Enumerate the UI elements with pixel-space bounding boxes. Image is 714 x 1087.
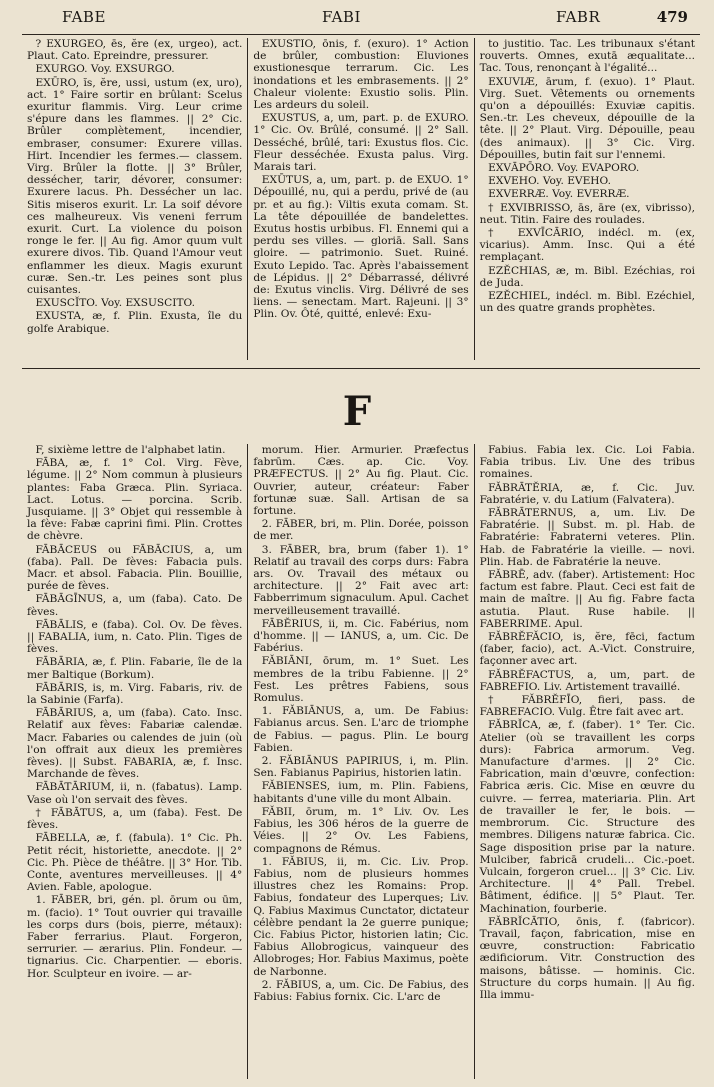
- dictionary-entry: 2. FĀBER, bri, m. Plin. Dorée, poisson de mer.: [253, 518, 469, 543]
- dictionary-entry: 1. FĀBER, bri, gén. pl. ōrum ou ūm, m. (facio). 1° Tout ouvrier qui travaille les corps durs (bois, pierre, métaux): Faber ferrarius. Plaut. Forgeron, serrurier. — ærarius. Plin. Fondeur. — tignarius. Cic. Charpentier. — eboris. Hor. Sculpteur en ivoire. — ar-: [27, 894, 243, 980]
- dictionary-entry: FĂBRĔFACTUS, a, um, part. de FABREFIO. Liv. Artistement travaillé.: [479, 668, 695, 693]
- dictionary-entry: FĀBA, æ, f. 1° Col. Virg. Fève, légume. || 2° Nom commun à plusieurs plantes: Faba Græca. Plin. Syriaca. Lact. Lotus. — porcina. Scrib. Jusquiame. || 3° Objet qui ressemble à la fève: Fabæ caprini fimi. Plin. Crottes de chèvre.: [27, 457, 243, 543]
- dictionary-entry: FĂBRĀTĔRIA, æ, f. Cic. Juv. Fabratérie, v. du Latium (Falvatera).: [479, 481, 695, 506]
- running-head-right: FABR: [556, 8, 601, 26]
- dictionary-entry: EXUSCĬTO. Voy. EXSUSCITO.: [35, 297, 195, 310]
- bottom-column-3: [474, 444, 700, 1079]
- dictionary-entry: EXVĀPŌRO. Voy. EVAPORO.: [488, 162, 640, 175]
- dictionary-entry: F, sixième lettre de l'alphabet latin.: [35, 444, 226, 456]
- dictionary-entry: FĀBĀGĪNUS, a, um (faba). Cato. De fèves.: [27, 593, 243, 618]
- dictionary-entry: FĂBRĒ, adv. (faber). Artistement: Hoc factum est fabre. Plaut. Ceci est fait de main de maître. || Au fig. Fabre facta astutia. Plaut. Ruse habile. || FABERRIME. Apul.: [479, 569, 695, 630]
- dictionary-entry: † EXVĪCĀRIO, indécl. m. (ex, vicarius). Amm. Insc. Qui a été remplaçant.: [479, 227, 695, 264]
- dictionary-entry: EZĔCHIAS, æ, m. Bibl. Ezéchias, roi de Juda.: [479, 264, 695, 289]
- top-columns: [22, 38, 700, 360]
- dictionary-entry: 2. FĂBIĀNUS PAPIRIUS, i, m. Plin. Sen. Fabianus Papirius, historien latin.: [253, 755, 469, 780]
- dictionary-entry: FĀBĀTĀRIUM, ii, n. (fabatus). Lamp. Vase où l'on servait des fèves.: [27, 781, 243, 806]
- section-letter: F: [342, 388, 372, 435]
- dictionary-entry: Fabius. Fabia lex. Cic. Loi Fabia. Fabia tribus. Liv. Une des tribus romaines.: [479, 444, 695, 481]
- dictionary-entry: EXVERRÆ. Voy. EVERRÆ.: [488, 188, 630, 201]
- dictionary-entry: FĀBĀRIS, is, m. Virg. Fabaris, riv. de la Sabinie (Farfa).: [27, 681, 243, 707]
- dictionary-entry: EXUSTIO, ōnis, f. (exuro). 1° Action de brûler, combustion: Eluviones exustionesque terrarum. Cic. Les inondations et les embrasements. || 2° Chaleur violente: Exustio solis. Plin. Les ardeurs du soleil.: [253, 38, 469, 112]
- bottom-column-2: [247, 444, 473, 1079]
- dictionary-entry: to justitio. Tac. Les tribunaux s'étant rouverts. Omnes, exutā æqualitate... Tac. Tous, renonçant à l'égalité...: [479, 38, 695, 75]
- top-column-2: [247, 38, 473, 360]
- dictionary-entry: † FĀBĀTUS, a, um (faba). Fest. De fèves.: [27, 806, 243, 832]
- bottom-columns: [22, 444, 700, 1079]
- dictionary-entry: EXURGO. Voy. EXSURGO.: [35, 63, 175, 76]
- top-column-3: [474, 38, 700, 360]
- dictionary-entry: FĀBĀCEUS ou FĀBĀCIUS, a, um (faba). Pall. De fèves: Fabacia puls. Macr. et absol. Fabacia. Plin. Bouillie, purée de fèves.: [27, 543, 243, 593]
- dictionary-entry: EXŪRO, ĭs, ĕre, ussi, ustum (ex, uro), act. 1° Faire sortir en brûlant: Scelus exuritur flammis. Virg. Leur crime s'épure dans les flammes. || 2° Cic. Brûler complètement, incendier, embraser, consumer: Exurere villas. Hirt. Incendier les fermes.— classem. Virg. Brûler la flotte. || 3° Brûler, dessécher, tarir, dévorer, consumer: Exurere lacus. Ph. Dessécher un lac. Sitis miseros exurit. Lr. La soif dévore ces malheureux. Vis veneni ferrum exurit. Curt. La violence du poison ronge le fer. || Au fig. Amor quum vult exurere divos. Tib. Quand l'Amour veut enflammer les dieux. Magis exurunt curæ. Sen.-tr. Les peines sont plus cuisantes.: [27, 76, 243, 297]
- dictionary-entry: † FĂBRĔFĪO, fieri, pass. de FABREFACIO. Vulg. Être fait avec art.: [479, 694, 695, 719]
- dictionary-entry: EXŪTUS, a, um, part. p. de EXUO. 1° Dépouillé, nu, qui a perdu, privé de (au pr. et au fig.): Viltis exuta comam. St. La tête dépouillée de bandelettes. Exutus hostis urbibus. Fl. Ennemi qui a perdu ses villes. — gloriā. Sall. Sans gloire. — patrimonio. Suet. Ruiné. Exuto Lepido. Tac. Après l'abaissement de Lépidus. || 2° Débarrassé, délivré de: Exutus vinclis. Virg. Délivré de ses liens. — senectam. Mart. Rajeuni. || 3° Plin. Ov. Ôté, quitté, enlevé: Exu-: [253, 174, 469, 321]
- dictionary-entry: FĂBRĔFĂCIO, is, ĕre, fēci, factum (faber, facio), act. A.-Vict. Construire, façonner avec art.: [479, 631, 695, 668]
- dictionary-entry: FĀBĀLIS, e (faba). Col. Ov. De fèves. || FABALIA, ium, n. Cato. Plin. Tiges de fèves.: [27, 618, 243, 656]
- running-head-middle: FABI: [322, 8, 361, 26]
- section-rule: [22, 368, 700, 369]
- dictionary-entry: 1. FĂBIĀNUS, a, um. De Fabius: Fabianus arcus. Sen. L'arc de triomphe de Fabius. — pagus. Plin. Le bourg Fabien.: [253, 705, 469, 754]
- bottom-column-1: [22, 444, 247, 1079]
- dictionary-entry: EXUSTA, æ, f. Plin. Exusta, île du golfe Arabique.: [27, 310, 243, 335]
- header-rule: [22, 34, 700, 35]
- dictionary-entry: EXUVIÆ, ārum, f. (exuo). 1° Plaut. Virg. Suet. Vêtements ou ornements qu'on a dépouillés: Exuviæ capitis. Sen.-tr. Les cheveux, dépouille de la tête. || 2° Plaut. Virg. Dépouille, peau (des animaux). || 3° Cic. Virg. Dépouilles, butin fait sur l'ennemi.: [479, 75, 695, 161]
- dictionary-entry: † EXVIBRISSO, ās, āre (ex, vibrisso), neut. Titin. Faire des roulades.: [479, 201, 695, 226]
- dictionary-entry: EXUSTUS, a, um, part. p. de EXURO. 1° Cic. Ov. Brûlé, consumé. || 2° Sall. Desséché, brûlé, tari: Exustus flos. Cic. Fleur desséchée. Exusta palus. Virg. Marais tari.: [253, 112, 469, 174]
- dictionary-entry: 1. FĂBIUS, ii, m. Cic. Liv. Prop. Fabius, nom de plusieurs hommes illustres chez les Romains: Prop. Fabius, fondateur des Luperques; Liv. Q. Fabius Maximus Cunctator, dictateur célèbre pendant la 2e guerre punique; Cic. Fabius Pictor, historien latin; Cic. Fabius Allobrogicus, vainqueur des Allobroges; Hor. Fabius Maximus, poète de Narbonne.: [253, 855, 469, 978]
- dictionary-entry: FĂBII, ōrum, m. 1° Liv. Ov. Les Fabius, les 306 héros de la guerre de Véies. || 2° Ov. Les Fabiens, compagnons de Rémus.: [253, 805, 469, 855]
- dictionary-entry: EXVEHO. Voy. EVEHO.: [488, 175, 611, 188]
- dictionary-entry: ? EXURGEO, ēs, ĕre (ex, urgeo), act. Plaut. Cato. Epreindre, pressurer.: [27, 38, 243, 63]
- running-head-left: FABE: [62, 8, 106, 26]
- dictionary-entry: morum. Hier. Armurier. Præfectus fabrūm. Cæs. ap. Cic. Voy. PRÆFECTUS. || 2° Au fig. Plaut. Cic. Ouvrier, auteur, créateur: Faber fortunæ suæ. Sall. Artisan de sa fortune.: [253, 444, 469, 518]
- dictionary-entry: FĀBELLA, æ, f. (fabula). 1° Cic. Ph. Petit récit, historiette, anecdote. || 2° Cic. Ph. Pièce de théâtre. || 3° Hor. Tib. Conte, aventures merveilleuses. || 4° Avien. Fable, apologue.: [27, 832, 243, 894]
- dictionary-entry: FĀBĔRIUS, ii, m. Cic. Fabérius, nom d'homme. || — IANUS, a, um. Cic. De Fabérius.: [253, 617, 469, 655]
- dictionary-entry: FĂBRĬCĀTIO, ōnis, f. (fabricor). Travail, façon, fabrication, mise en œuvre, construction: Fabricatio ædificiorum. Vitr. Construction des maisons, bâtisse. — hominis. Cic. Structure du corps humain. || Au fig. Illa immu-: [479, 915, 695, 1001]
- dictionary-entry: FĀBĀRIA, æ, f. Plin. Fabarie, île de la mer Baltique (Borkum).: [27, 656, 243, 681]
- dictionary-entry: FĂBRĀTERNUS, a, um. Liv. De Fabratérie. || Subst. m. pl. Hab. de Fabratérie: Fabraterni veteres. Plin. Hab. de Fabratérie la vieille. — novi. Plin. Hab. de Fabratérie la neuve.: [479, 507, 695, 568]
- page-header: [22, 8, 688, 30]
- page-number: 479: [656, 8, 688, 26]
- dictionary-entry: 2. FĂBIUS, a, um. Cic. De Fabius, des Fabius: Fabius fornix. Cic. L'arc de: [253, 978, 469, 1003]
- dictionary-entry: FĀBĀRIUS, a, um (faba). Cato. Insc. Relatif aux fèves: Fabariæ calendæ. Macr. Fabaries ou calendes de juin (où l'on offrait aux dieux les premières fèves). || Subst. FABARIA, æ, f. Insc. Marchande de fèves.: [27, 707, 243, 781]
- dictionary-entry: EZĔCHIEL, indécl. m. Bibl. Ezéchiel, un des quatre grands prophètes.: [479, 290, 695, 315]
- dictionary-entry: 3. FĀBER, bra, brum (faber 1). 1° Relatif au travail des corps durs: Fabra ars. Ov. Travail des métaux ou architecture. || 2° Fait avec art: Fabberrimum signaculum. Apul. Cachet merveilleusement travaillé.: [253, 543, 469, 617]
- dictionary-entry: FĂBIENSES, ium, m. Plin. Fabiens, habitants d'une ville du mont Albain.: [253, 780, 469, 805]
- top-column-1: [22, 38, 247, 360]
- dictionary-entry: FĂBRĬCA, æ, f. (faber). 1° Ter. Cic. Atelier (où se travaillent les corps durs): Fabrica armorum. Veg. Manufacture d'armes. || 2° Cic. Fabrication, main d'œuvre, confection: Fabrica æris. Cic. Mise en œuvre du cuivre. — ferrea, materiaria. Plin. Art de travailler le fer, le bois. — membrorum. Cic. Structure des membres. Diligens naturæ fabrica. Cic. Sage disposition prise par la nature. Mulciber, fabricā crudeli... Cic.-poet. Vulcain, forgeron cruel... || 3° Cic. Liv. Architecture. || 4° Pall. Trebel. Bâtiment, édifice. || 5° Plaut. Ter. Machination, fourberie.: [479, 719, 695, 915]
- dictionary-entry: FĂBIĀNI, ōrum, m. 1° Suet. Les membres de la tribu Fabienne. || 2° Fest. Les prêtres Fabiens, sous Romulus.: [253, 655, 469, 705]
